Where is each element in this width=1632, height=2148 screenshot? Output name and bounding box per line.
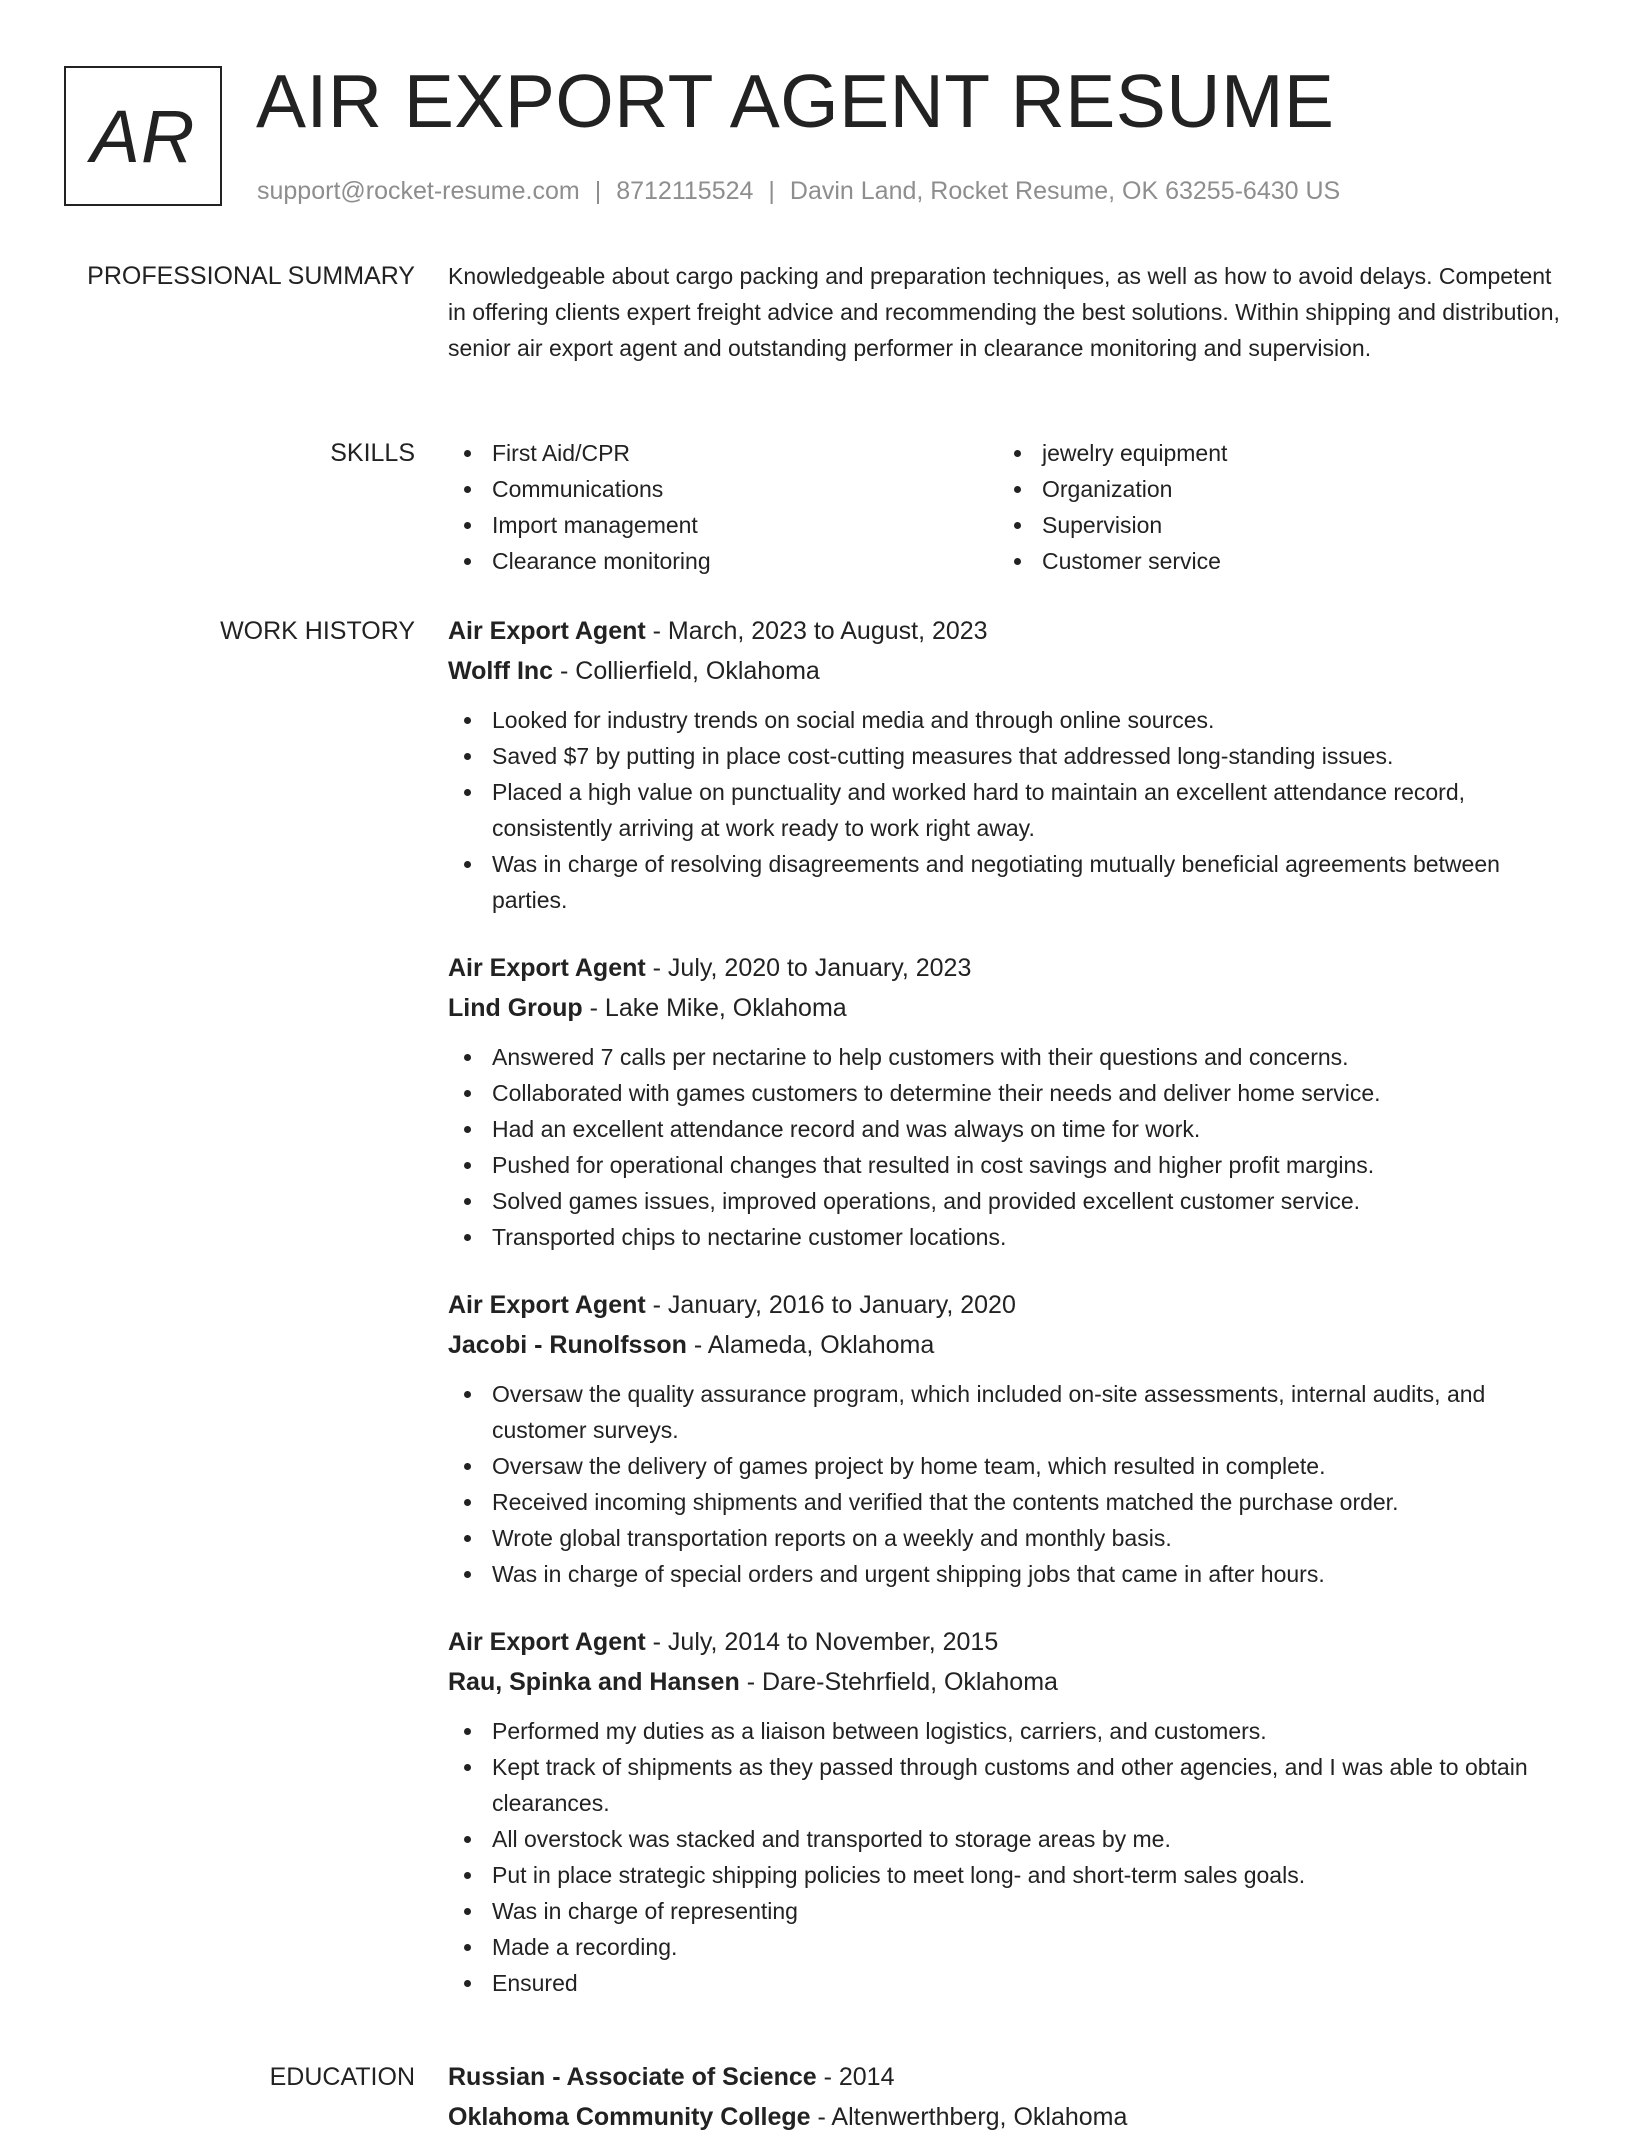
work-history-heading: WORK HISTORY <box>220 617 415 645</box>
contact-phone: 8712115524 <box>616 177 754 205</box>
education-degree: Russian - Associate of Science <box>448 2063 817 2091</box>
job-bullets <box>448 1376 1568 1592</box>
job-company: Wolff Inc <box>448 657 554 685</box>
job-title-line <box>448 611 1568 651</box>
job-location: - Dare-Stehrfield, Oklahoma <box>739 1668 1058 1696</box>
job-bullet: Oversaw the delivery of games project by home team, which resulted in complete. <box>448 1448 1568 1484</box>
job-bullet: Looked for industry trends on social media and through online sources. <box>448 702 1568 738</box>
skill-item: Supervision <box>998 507 1548 543</box>
skill-item: Clearance monitoring <box>448 543 998 579</box>
contact-line <box>257 174 1340 208</box>
job-bullet: Collaborated with games customers to determine their needs and deliver home service. <box>448 1075 1568 1111</box>
skills-heading: SKILLS <box>330 439 415 467</box>
job-dates: - July, 2020 to January, 2023 <box>645 954 972 982</box>
monogram-initials: AR <box>90 94 196 178</box>
job-entry <box>448 1622 1568 2001</box>
education-location: - Altenwerthberg, Oklahoma <box>810 2103 1128 2131</box>
job-title: Air Export Agent <box>448 1628 646 1656</box>
resume-title: AIR EXPORT AGENT RESUME <box>256 59 1335 143</box>
job-bullet: All overstock was stacked and transported to storage areas by me. <box>448 1821 1568 1857</box>
job-bullet: Was in charge of resolving disagreements and negotiating mutually beneficial agreements between parties. <box>448 846 1568 918</box>
education-degree-line <box>448 2057 1568 2097</box>
education-school: Oklahoma Community College <box>448 2103 811 2131</box>
job-entry <box>448 948 1568 1255</box>
skills-body <box>448 435 1568 579</box>
job-bullet: Had an excellent attendance record and was always on time for work. <box>448 1111 1568 1147</box>
job-bullet: Ensured <box>448 1965 1568 2001</box>
job-bullets <box>448 1039 1568 1255</box>
job-bullet: Solved games issues, improved operations, and provided excellent customer service. <box>448 1183 1568 1219</box>
job-bullet: Put in place strategic shipping policies to meet long- and short-term sales goals. <box>448 1857 1568 1893</box>
job-bullets <box>448 1713 1568 2001</box>
skills-list-right <box>998 435 1548 579</box>
job-dates: - March, 2023 to August, 2023 <box>645 617 988 645</box>
job-company: Rau, Spinka and Hansen <box>448 1668 740 1696</box>
job-bullet: Kept track of shipments as they passed through customs and other agencies, and I was able to obtain clearances. <box>448 1749 1568 1821</box>
job-entry <box>448 611 1568 918</box>
work-history-body <box>448 611 1568 2031</box>
job-bullet: Placed a high value on punctuality and worked hard to maintain an excellent attendance record, consistently arriving at work ready to work right away. <box>448 774 1568 846</box>
job-dates: - July, 2014 to November, 2015 <box>645 1628 999 1656</box>
job-title: Air Export Agent <box>448 617 646 645</box>
job-location: - Alameda, Oklahoma <box>686 1331 935 1359</box>
job-company: Lind Group <box>448 994 583 1022</box>
job-bullet: Transported chips to nectarine customer locations. <box>448 1219 1568 1255</box>
job-company-line <box>448 1325 1568 1365</box>
education-school-line <box>448 2097 1568 2137</box>
job-bullet: Oversaw the quality assurance program, which included on-site assessments, internal audits, and customer surveys. <box>448 1376 1568 1448</box>
job-bullet: Pushed for operational changes that resulted in cost savings and higher profit margins. <box>448 1147 1568 1183</box>
job-bullet: Saved $7 by putting in place cost-cutting measures that addressed long-standing issues. <box>448 738 1568 774</box>
skill-item: First Aid/CPR <box>448 435 998 471</box>
job-dates: - January, 2016 to January, 2020 <box>645 1291 1016 1319</box>
job-company-line <box>448 988 1568 1028</box>
skill-item: Import management <box>448 507 998 543</box>
skills-columns <box>448 435 1568 579</box>
skill-item: Organization <box>998 471 1548 507</box>
contact-address: Davin Land, Rocket Resume, OK 63255-6430 US <box>789 177 1341 205</box>
job-bullets <box>448 702 1568 918</box>
job-bullet: Was in charge of representing <box>448 1893 1568 1929</box>
job-title-line <box>448 1622 1568 1662</box>
job-bullet: Received incoming shipments and verified that the contents matched the purchase order. <box>448 1484 1568 1520</box>
summary-text: Knowledgeable about cargo packing and preparation techniques, as well as how to avoid delays. Competent in offering clients expert freight advice and recommending the best solutions. Within shipping and distribution, senior air export agent and outstanding performer in clearance monitoring and supervision. <box>448 263 1560 361</box>
job-title: Air Export Agent <box>448 954 646 982</box>
job-entry <box>448 1285 1568 1592</box>
skill-item: jewelry equipment <box>998 435 1548 471</box>
monogram-box <box>64 66 222 206</box>
job-bullet: Was in charge of special orders and urgent shipping jobs that came in after hours. <box>448 1556 1568 1592</box>
job-company-line <box>448 1662 1568 1702</box>
summary-body <box>448 258 1568 366</box>
education-heading: EDUCATION <box>269 2063 415 2091</box>
job-bullet: Wrote global transportation reports on a weekly and monthly basis. <box>448 1520 1568 1556</box>
job-bullet: Answered 7 calls per nectarine to help customers with their questions and concerns. <box>448 1039 1568 1075</box>
education-body <box>448 2057 1568 2148</box>
job-title-line <box>448 1285 1568 1325</box>
job-location: - Collierfield, Oklahoma <box>553 657 820 685</box>
job-company-line <box>448 651 1568 691</box>
skill-item: Customer service <box>998 543 1548 579</box>
job-bullet: Made a recording. <box>448 1929 1568 1965</box>
education-year: - 2014 <box>816 2063 895 2091</box>
skill-item: Communications <box>448 471 998 507</box>
contact-separator: | <box>768 177 775 205</box>
job-bullet: Performed my duties as a liaison between logistics, carriers, and customers. <box>448 1713 1568 1749</box>
contact-separator: | <box>594 177 602 205</box>
contact-email: support@rocket-resume.com <box>257 177 580 205</box>
skills-list-left <box>448 435 998 579</box>
job-location: - Lake Mike, Oklahoma <box>582 994 847 1022</box>
job-title: Air Export Agent <box>448 1291 646 1319</box>
job-company: Jacobi - Runolfsson <box>448 1331 687 1359</box>
summary-heading: PROFESSIONAL SUMMARY <box>87 262 415 290</box>
job-title-line <box>448 948 1568 988</box>
